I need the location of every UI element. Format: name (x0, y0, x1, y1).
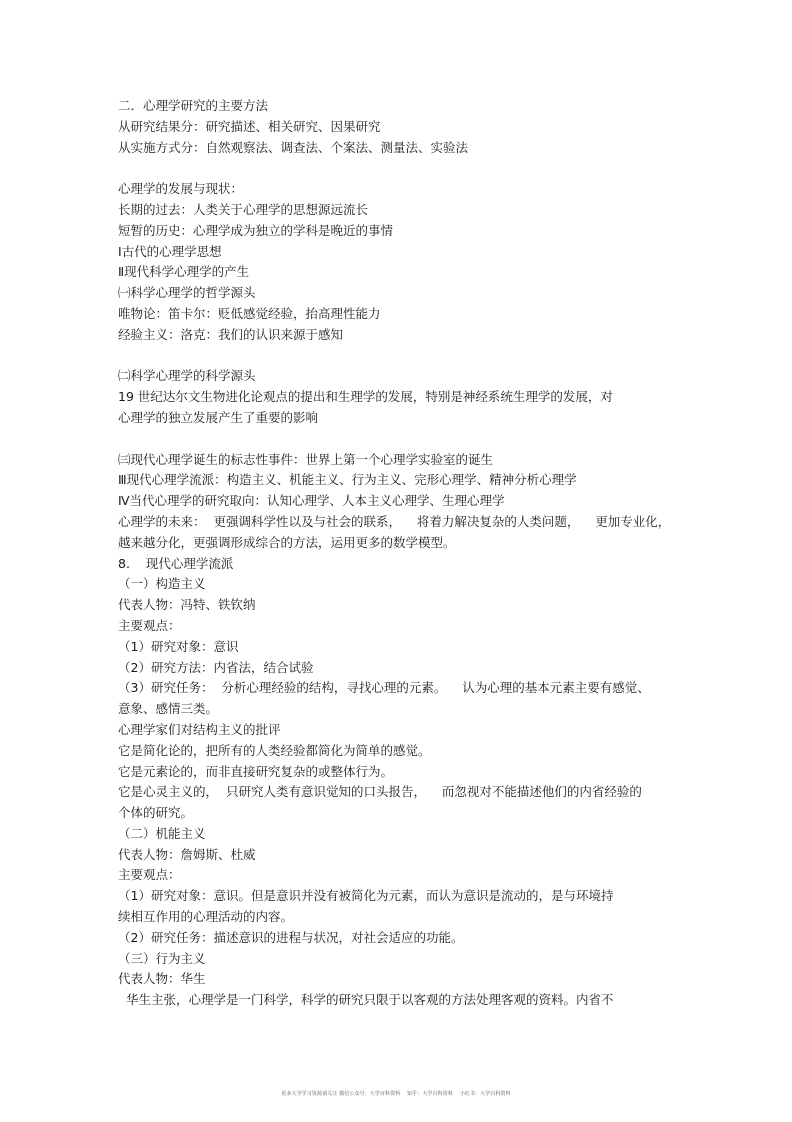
text-line: 心理学的独立发展产生了重要的影响 (118, 409, 319, 425)
text-line: 代表人物：华生 (118, 971, 206, 987)
text-line: 心理学家们对结构主义的批评 (118, 721, 281, 737)
text-line: 从研究结果分：研究描述、相关研究、因果研究 (118, 118, 381, 134)
text-line: （1）研究对象：意识 (118, 638, 239, 654)
text-line: 主要观点： (118, 617, 181, 633)
blank-line (118, 429, 678, 450)
text-line: （二）机能主义 (118, 825, 206, 841)
text-line: ㈡科学心理学的科学源头 (118, 368, 256, 384)
text-line: 二．心理学研究的主要方法 (118, 98, 269, 113)
text-line: （3）研究任务： 分析心理经验的结构，寻找心理的元素。 认为心理的基本元素主要有感觉、 (118, 680, 650, 696)
text-line: Ⅳ当代心理学的研究取向：认知心理学、人本主义心理学、生理心理学 (118, 493, 505, 509)
text-line: 它是简化论的，把所有的人类经验都简化为简单的感觉。 (118, 742, 431, 758)
text-line: 越来越分化，更强调形成综合的方法，运用更多的数学模型。 (118, 534, 456, 550)
text-line: （三）行为主义 (118, 950, 206, 966)
text-line: （2）研究任务：描述意识的进程与状况，对社会适应的功能。 (118, 929, 464, 945)
text-line: 代表人物：冯特、铁钦纳 (118, 597, 256, 613)
text-line: 代表人物：詹姆斯、杜威 (118, 846, 256, 862)
text-line: 华生主张，心理学是一门科学，科学的研究只限于以客观的方法处理客观的资料。内省不 (118, 992, 614, 1008)
text-line: 心理学的发展与现状： (118, 181, 244, 197)
text-line: 短暂的历史：心理学成为独立的学科是晚近的事情 (118, 222, 394, 238)
text-line: 19 世纪达尔文生物进化论观点的提出和生理学的发展，特别是神经系统生理学的发展，对 (118, 389, 613, 405)
text-line: 8. 现代心理学流派 (118, 555, 234, 571)
document-body (118, 96, 678, 1011)
text-line: 经验主义：洛克：我们的认识来源于感知 (118, 326, 344, 342)
text-line: Ⅲ现代心理学流派：构造主义、机能主义、行为主义、完形心理学、精神分析心理学 (118, 472, 577, 488)
page-footer: 更多大学学习资源请关注 微信公众号：大学百科资料 知乎：大学百科资料 小红书：大学百科资料 (281, 1091, 511, 1097)
text-line: 唯物论：笛卡尔：贬低感觉经验，抬高理性能力 (118, 305, 381, 321)
blank-line (118, 346, 678, 367)
text-line: 它是元素论的，而非直接研究复杂的或整体行为。 (118, 763, 394, 779)
text-line: Ⅰ古代的心理学思想 (118, 243, 222, 259)
blank-line (118, 158, 678, 179)
text-line: （一）构造主义 (118, 576, 206, 592)
text-line: Ⅱ现代科学心理学的产生 (118, 264, 250, 280)
text-line: 心理学的未来： 更强调科学性以及与社会的联系， 将着力解决复杂的人类问题， 更加专业化， (118, 513, 671, 529)
text-line: 长期的过去：人类关于心理学的思想源远流长 (118, 201, 369, 217)
text-line: 续相互作用的心理活动的内容。 (118, 909, 294, 925)
text-line: （2）研究方法：内省法，结合试验 (118, 659, 314, 675)
text-line: 个体的研究。 (118, 805, 194, 821)
text-line: （1）研究对象：意识。但是意识并没有被简化为元素，而认为意识是流动的，是与环境持 (118, 888, 614, 904)
text-line: 意象、感情三类。 (118, 701, 219, 717)
text-line: 它是心灵主义的， 只研究人类有意识觉知的口头报告， 而忽视对不能描述他们的内省经验的 (118, 784, 642, 800)
text-line: ㈢现代心理学诞生的标志性事件：世界上第一个心理学实验室的诞生 (118, 451, 494, 467)
text-line: ㈠科学心理学的哲学源头 (118, 285, 256, 301)
text-line: 从实施方式分：自然观察法、调查法、个案法、测量法、实验法 (118, 139, 469, 155)
text-line: 主要观点： (118, 867, 181, 883)
